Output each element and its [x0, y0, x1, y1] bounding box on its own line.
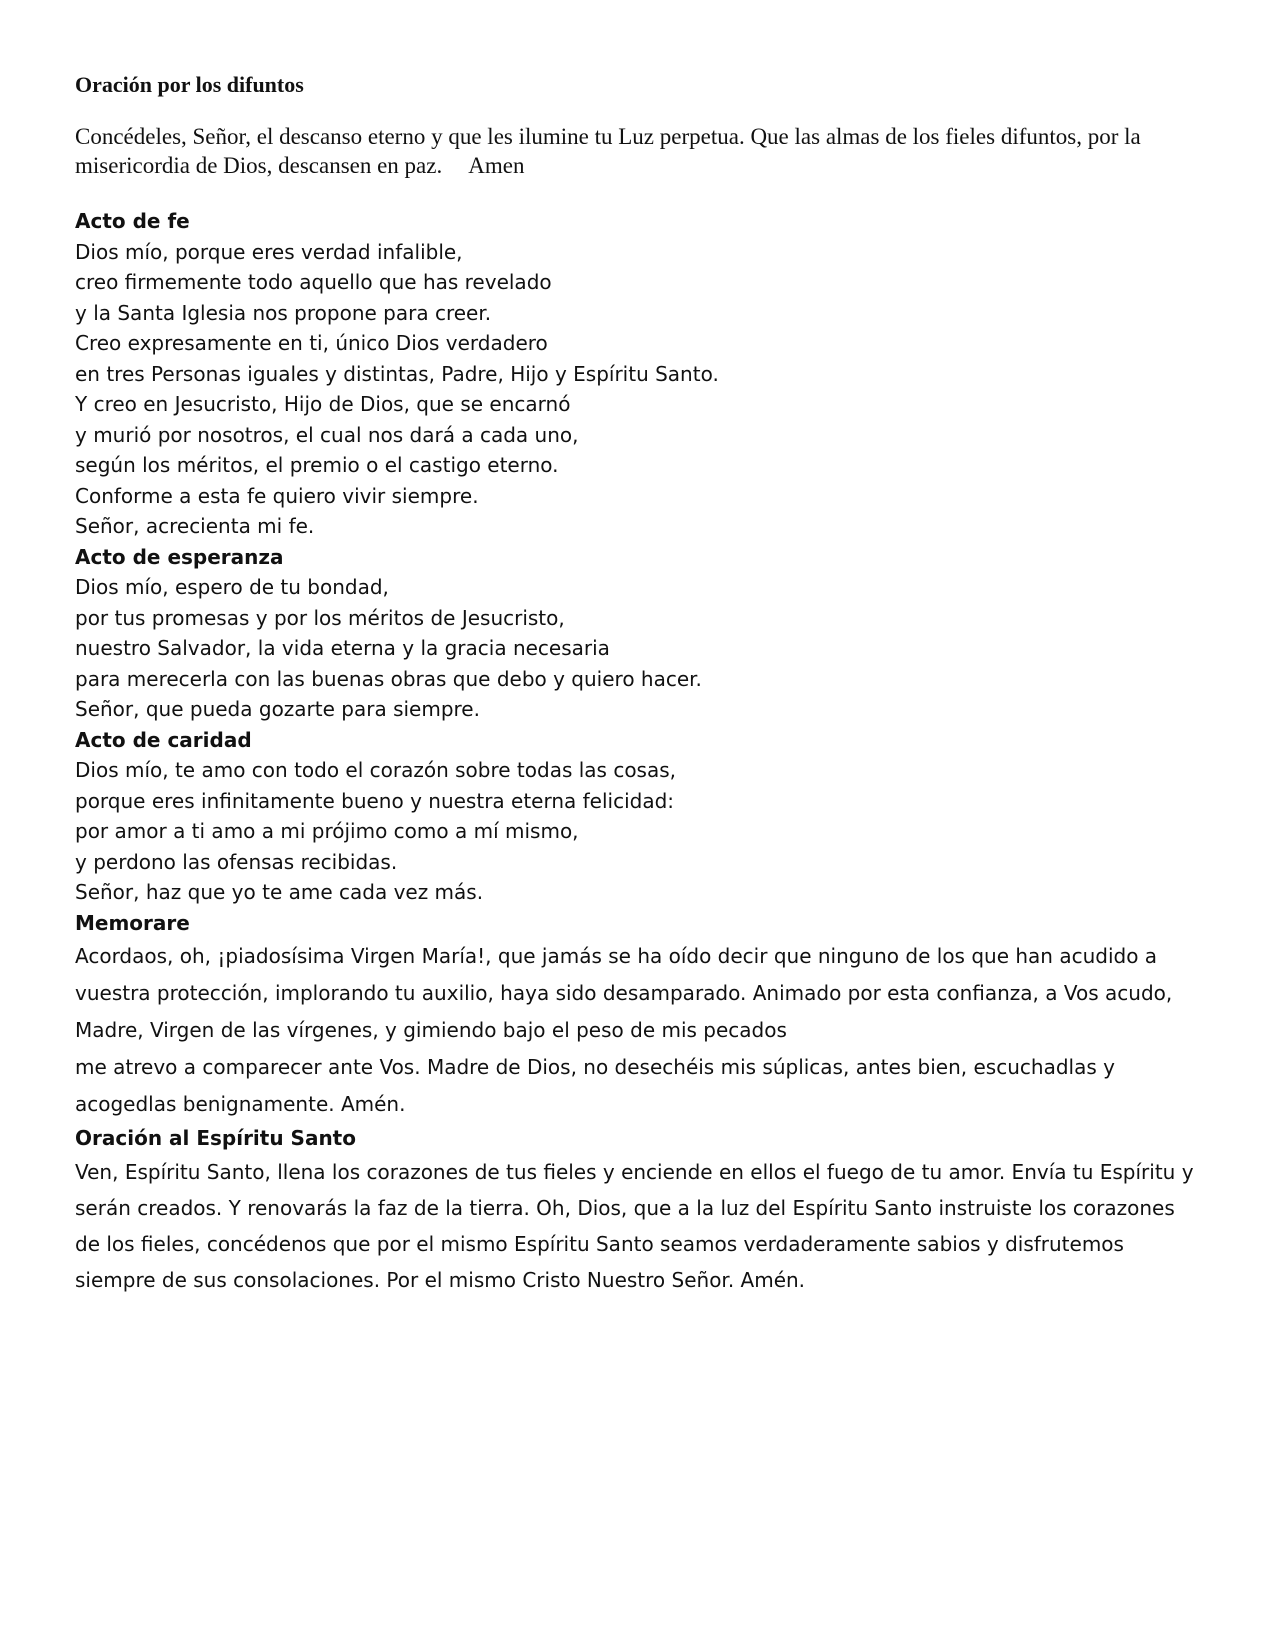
prayer-line: Señor, acrecienta mi fe.: [75, 514, 315, 538]
prayer-line: Dios mío, espero de tu bondad,: [75, 575, 389, 599]
prayer-line: según los méritos, el premio o el castigo eterno.: [75, 453, 559, 477]
prayer-line: Dios mío, porque eres verdad infalible,: [75, 239, 463, 264]
prayer-line: y murió por nosotros, el cual nos dará a cada uno,: [75, 422, 579, 447]
prayer-line: porque eres infinitamente bueno y nuestra eterna felicidad:: [75, 788, 675, 813]
heading-acto-de-caridad: Acto de caridad: [75, 727, 252, 752]
prayer-line: y la Santa Iglesia nos propone para creer.: [75, 300, 492, 325]
section-acto-de-esperanza: [75, 542, 1200, 725]
section-acto-de-fe: [75, 206, 1200, 542]
prayer-line: Dios mío, te amo con todo el corazón sobre todas las cosas,: [75, 758, 677, 782]
prayer-line: por tus promesas y por los méritos de Jesucristo,: [75, 605, 565, 630]
memorare-paragraph: [75, 938, 1200, 1123]
heading-acto-de-esperanza: Acto de esperanza: [75, 544, 284, 569]
heading-acto-de-fe: Acto de fe: [75, 209, 190, 233]
section-acto-de-caridad: [75, 725, 1200, 908]
prayer-line: en tres Personas iguales y distintas, Padre, Hijo y Espíritu Santo.: [75, 361, 719, 386]
section-memorare: [75, 908, 1200, 1124]
heading-memorare: Memorare: [75, 910, 190, 935]
intro-amen: Amen: [468, 153, 525, 178]
heading-espiritu-santo: Oración al Espíritu Santo: [75, 1126, 356, 1150]
prayer-line: Conforme a esta fe quiero vivir siempre.: [75, 483, 479, 508]
prayer-line: Creo expresamente en ti, único Dios verdadero: [75, 331, 548, 355]
prayer-line: nuestro Salvador, la vida eterna y la gracia necesaria: [75, 636, 610, 660]
prayer-line: y perdono las ofensas recibidas.: [75, 849, 398, 874]
section-espiritu-santo: [75, 1123, 1200, 1298]
memorare-text-part1: Acordaos, oh, ¡piadosísima Virgen María!, que jamás se ha oído decir que ninguno de los que han acudido a vuestra protección, implorando tu auxilio, haya sido desamparado. Animado por esta confianza, a Vos acudo, Madre, Virgen de las vírgenes, y gimiendo bajo el peso de mis pecados: [75, 944, 1173, 1042]
prayer-line: para merecerla con las buenas obras que debo y quiero hacer.: [75, 666, 702, 691]
page-content: [75, 70, 1200, 1298]
espiritu-santo-paragraph: Ven, Espíritu Santo, llena los corazones de tus fieles y enciende en ellos el fuego de tu amor. Envía tu Espíritu y serán creados. Y renovarás la faz de la tierra. Oh, Dios, que a la luz del Espíritu Santo instruiste los corazones de los fieles, concédenos que por el mismo Espíritu Santo seamos verdaderamente sabios y disfrutemos siempre de sus consolaciones. Por el mismo Cristo Nuestro Señor. Amén.: [75, 1159, 1194, 1292]
prayer-line: creo firmemente todo aquello que has revelado: [75, 270, 552, 294]
memorare-text-part2: me atrevo a comparecer ante Vos. Madre de Dios, no desechéis mis súplicas, antes bien, escuchadlas y acogedlas benignamente. Amén.: [75, 1055, 1115, 1116]
intro-text: Concédeles, Señor, el descanso eterno y que les ilumine tu Luz perpetua. Que las almas de los fieles difuntos, por la misericordia de Dios, descansen en paz.: [75, 124, 1141, 178]
prayer-line: por amor a ti amo a mi prójimo como a mí mismo,: [75, 819, 579, 843]
prayer-line: Señor, haz que yo te ame cada vez más.: [75, 880, 484, 904]
prayer-line: Señor, que pueda gozarte para siempre.: [75, 697, 480, 721]
intro-prayer: [75, 122, 1200, 180]
document-title: Oración por los difuntos: [75, 72, 304, 97]
prayer-line: Y creo en Jesucristo, Hijo de Dios, que se encarnó: [75, 392, 571, 416]
